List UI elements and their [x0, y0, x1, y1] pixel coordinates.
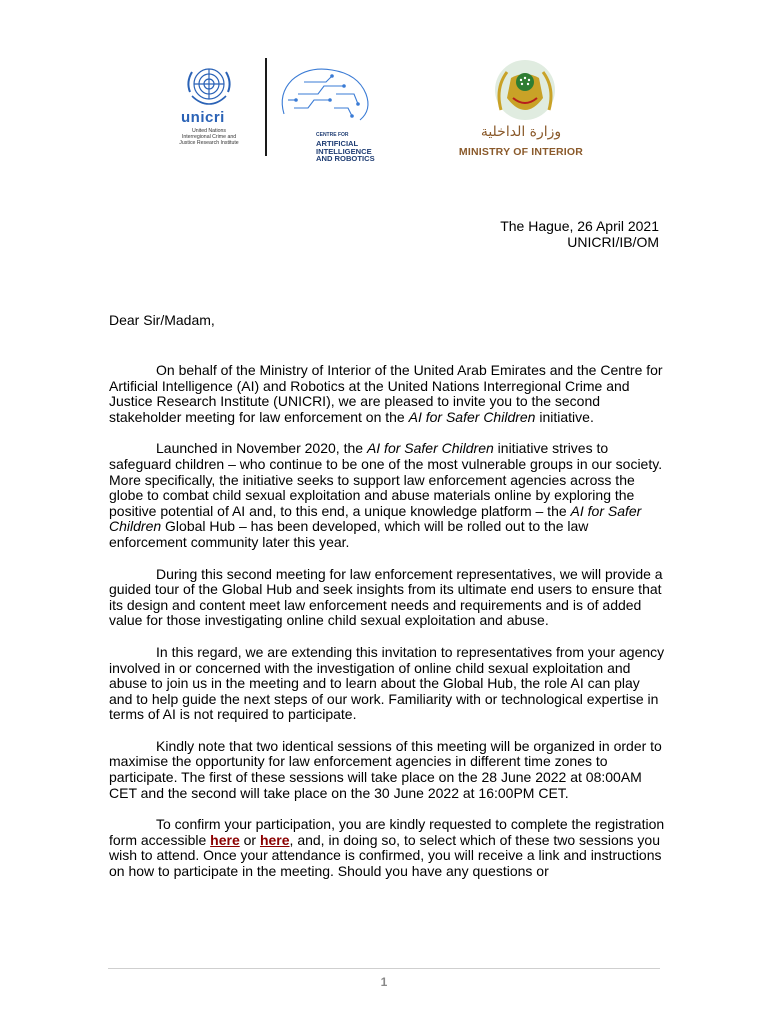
registration-link-2[interactable]: here — [259, 831, 290, 848]
initiative-name: AI for Safer Children — [109, 502, 642, 535]
cair-line-1: ARTIFICIAL — [316, 138, 359, 148]
falcon-emblem-icon — [455, 58, 595, 122]
paragraph-6: To confirm your participation, you are kindly requested to complete the registration form accessible here or here, and, in doing so, to select which of these two sessions you wish to attend. Once your attendance is confirmed, you will receive a link and instructions on how to participate in the meeting. Should you have any questions or — [109, 816, 665, 880]
cair-line-3: AND ROBOTICS — [316, 154, 375, 164]
reference-code: UNICRI/IB/OM — [567, 234, 659, 250]
unicri-logo — [178, 62, 268, 154]
cair-logo — [274, 64, 392, 164]
ministry-of-interior-logo — [455, 58, 595, 160]
registration-link-1[interactable]: here — [210, 831, 240, 848]
circuit-brain-icon — [274, 64, 384, 136]
paragraph-5: Kindly note that two identical sessions of this meeting will be organized in order to maximise the opportunity for law enforcement agencies in different time zones to participate. The first of these sessions will take place on the 28 June 2022 at 08:00AM CET and the second will take place on the 30 June 2022 at 16:00PM CET. — [109, 737, 662, 801]
moi-english-title: MINISTRY OF INTERIOR — [458, 146, 584, 158]
letter-body — [109, 363, 665, 896]
moi-arabic-title: وزارة الداخلية — [480, 124, 562, 140]
date-reference-block — [500, 218, 659, 250]
initiative-name: AI for Safer Children — [366, 440, 494, 457]
logo-divider — [265, 58, 267, 156]
paragraph-1: On behalf of the Ministry of Interior of the United Arab Emirates and the Centre for Artificial Intelligence (AI) and Robotics at the United Nations Interregional Crime and Justice Research Institute (UNICRI), we are pleased to invite you to the second stakeholder meeting for law enforcement on the AI for Safer Children initiative. — [109, 362, 663, 425]
cair-small-label: CENTRE FOR — [316, 132, 349, 138]
cair-line-2: INTELLIGENCE — [316, 146, 372, 156]
salutation: Dear Sir/Madam, — [109, 312, 215, 328]
cair-title — [316, 132, 375, 163]
footer-divider — [108, 968, 660, 969]
initiative-name: AI for Safer Children — [408, 408, 536, 425]
unicri-wordmark: unicri — [181, 109, 225, 126]
paragraph-2: Launched in November 2020, the AI for Safer Children initiative strives to safeguard children – who continue to be one of the most vulnerable groups in our society. More specifically, the initiative seeks to support law enforcement agencies across the globe to combat child sexual exploitation and abuse materials online by exploring the positive potential of AI and, to this end, a unique knowledge platform – the AI for Safer Children Global Hub – has been developed, which will be rolled out to the law enforcement community later this year. — [109, 440, 663, 550]
page-number: 1 — [380, 975, 388, 989]
paragraph-4: In this regard, we are extending this invitation to representatives from your agency involved in or concerned with the investigation of online child sexual exploitation and abuse to join us in the meeting and to learn about the Global Hub, the role AI can play and to help guide the next steps of our work. Familiarity with or technological expertise in terms of AI is not required to participate. — [109, 643, 665, 723]
un-emblem-icon — [178, 62, 240, 108]
unicri-subtitle: United Nations Interregional Crime and Justice Research Institute — [179, 128, 239, 146]
place-date: The Hague, 26 April 2021 — [500, 218, 659, 234]
paragraph-3: During this second meeting for law enforcement representatives, we will provide a guided tour of the Global Hub and seek insights from its ultimate end users to ensure that its design and content meet law enforcement needs and requirements and is of added value for those investigating online child sexual exploitation and abuse. — [109, 565, 663, 629]
